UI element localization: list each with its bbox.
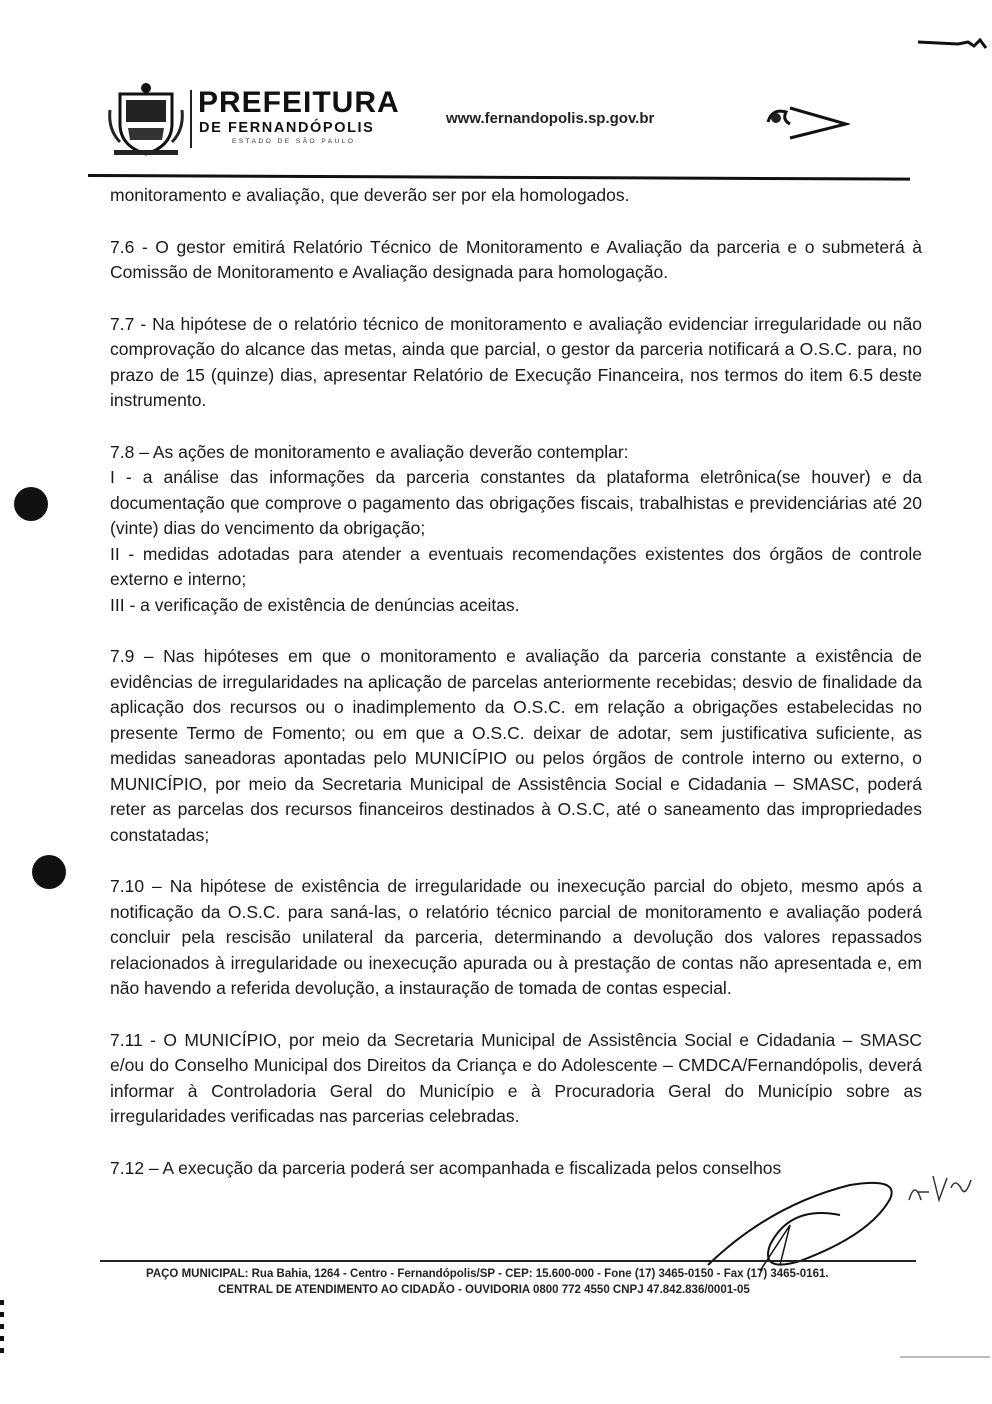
footer-rule	[100, 1260, 916, 1262]
paragraph-7-11: 7.11 - O MUNICÍPIO, por meio da Secretaria Municipal de Assistência Social e Cidadania – SMASC e/ou do Conselho Municipal dos Direitos da Criança e do Adolescente – CMDCA/Fernandópolis, deverá informar à Controladoria Geral do Município e à Procuradoria Geral do Município sobre as irregularidades verificadas nas parcerias celebradas.	[110, 1029, 922, 1126]
handwritten-initials	[905, 1170, 975, 1210]
item-7-8-i: I - a análise das informações da parceria constantes da plataforma eletrônica(se houver) e da documentação que comprove o pagamento das obrigações fiscais, trabalhistas e previdenciárias até 20 (vinte) dias do vencimento da obrigação;	[110, 467, 922, 538]
paragraph-7-9: 7.9 – Nas hipóteses em que o monitoramento e avaliação da parceria constante a existência de evidências de irregularidades na aplicação de parcelas anteriormente recebidas; desvio de finalidade da aplicação dos recursos ou o inadimplemento da O.S.C. em relação a obrigações estabelecidas no presente Termo de Fomento; ou em que a O.S.C. deixar de adotar, sem justificativa suficiente, as medidas saneadoras apontadas pelo MUNICÍPIO ou pelos órgãos de controle interno ou externo, o MUNICÍPIO, por meio da Secretaria Municipal de Assistência Social e Cidadania – SMASC, poderá reter as parcelas dos recursos financeiros destinados à O.S.C, até o saneamento das impropriedades constatadas;	[110, 646, 922, 845]
brand-subtitle: DE FERNANDÓPOLIS	[199, 120, 375, 136]
letterhead	[98, 80, 918, 180]
header-divider	[190, 90, 192, 148]
brand-state-line: ESTADO DE SÃO PAULO	[232, 138, 356, 145]
footer-contact: CENTRAL DE ATENDIMENTO AO CIDADÃO - OUVIDORIA 0800 772 4550 CNPJ 47.842.836/0001-05	[218, 1284, 750, 1296]
scan-edge-left	[0, 1300, 4, 1360]
item-7-8-iii: III - a verificação de existência de denúncias aceitas.	[110, 594, 520, 615]
paragraph-7-12: 7.12 – A execução da parceria poderá ser acompanhada e fiscalizada pelos conselhos	[110, 1157, 782, 1178]
handwritten-signature	[700, 1165, 920, 1275]
paragraph-7-7: 7.7 - Na hipótese de o relatório técnico de monitoramento e avaliação evidenciar irregularidade ou não comprovação do alcance das metas, ainda que parcial, o gestor da parceria notificará a O.S.C. para, no prazo de 15 (quinze) dias, apresentar Relatório de Execução Financeira, nos termos do item 6.5 deste instrumento.	[110, 313, 922, 410]
scan-edge-mark	[918, 38, 988, 50]
punch-hole-top	[14, 487, 48, 521]
footer-address: PAÇO MUNICIPAL: Rua Bahia, 1264 - Centro - Fernandópolis/SP - CEP: 15.600-000 - Fone (17) 3465-0150 - Fax (17) 3465-0161.	[146, 1268, 829, 1280]
document-body	[110, 183, 922, 1181]
paragraph-7-8: 7.8 – As ações de monitoramento e avaliação deverão contemplar:	[110, 441, 629, 462]
item-7-8-ii: II - medidas adotadas para atender a eventuais recomendações existentes dos órgãos de controle externo e interno;	[110, 543, 922, 589]
scan-edge-bottom	[900, 1356, 990, 1358]
municipal-crest-icon	[106, 80, 186, 160]
paragraph-7-5-continued: monitoramento e avaliação, que deverão ser por ela homologados.	[110, 185, 630, 205]
paragraph-7-10: 7.10 – Na hipótese de existência de irregularidade ou inexecução parcial do objeto, mesmo após a notificação da O.S.C. para saná-las, o relatório técnico parcial de monitoramento e avaliação poderá concluir pela rescisão unilateral da parceria, determinando a devolução dos valores repassados relacionados à irregularidade ou inexecução apurada ou à prestação de contas não apresentada e, em não havendo a referida devolução, a instauração de tomada de contas especial.	[110, 876, 922, 998]
brand-title: PREFEITURA	[198, 86, 400, 119]
punch-hole-bottom	[32, 855, 66, 889]
website-link[interactable]: www.fernandopolis.sp.gov.br	[446, 110, 655, 127]
paragraph-7-6: 7.6 - O gestor emitirá Relatório Técnico de Monitoramento e Avaliação da parceria e o submeterá à Comissão de Monitoramento e Avaliação designada para homologação.	[110, 236, 922, 282]
city-logo-icon	[760, 100, 850, 140]
